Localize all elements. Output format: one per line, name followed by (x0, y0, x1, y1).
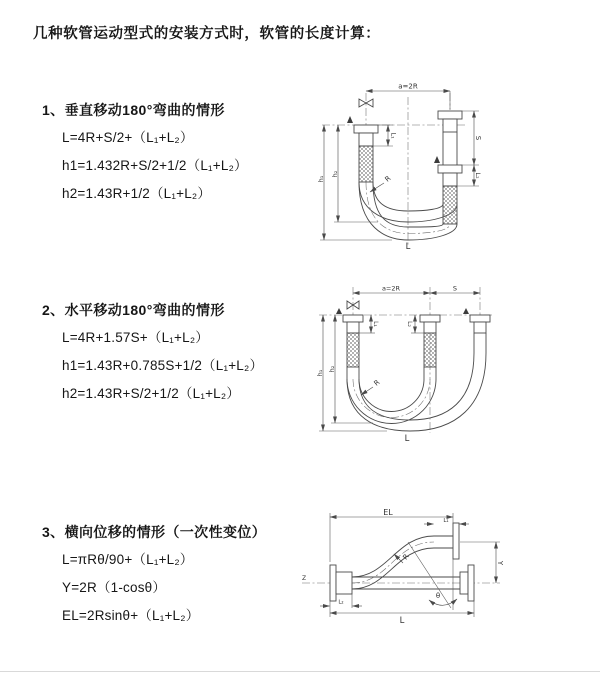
radius-leader-line (361, 387, 373, 395)
formula-length: L=4R+1.57S+（L₁+L₂） (62, 330, 209, 345)
section-2-heading: 2、水平移动180°弯曲的情形 (42, 302, 225, 318)
flange (438, 165, 462, 173)
radius-label: R (372, 378, 382, 388)
union-nut (443, 173, 457, 186)
dim-label-l: L (405, 242, 411, 252)
section-1-heading: 1、垂直移动180°弯曲的情形 (42, 102, 225, 118)
dim-label-l: L (404, 434, 410, 444)
section-vertical-movement (42, 96, 248, 208)
pipe-hub (336, 572, 352, 594)
union-nut (359, 133, 373, 146)
radius-label: R (401, 552, 411, 562)
dim-label-l: L (399, 616, 405, 626)
dim-label-h2: h₂ (331, 170, 339, 178)
braided-hose-section (424, 333, 436, 367)
flange (354, 125, 378, 133)
flange (343, 315, 363, 322)
formula-h2: h2=1.43R+S/2+1/2（L₁+L₂） (62, 386, 241, 401)
movement-arrow-icon (347, 116, 353, 123)
flange-plate (468, 565, 474, 601)
section-3-heading: 3、横向位移的情形（一次性变位） (42, 524, 267, 540)
flange-displaced (438, 111, 462, 119)
flange-plate (330, 565, 336, 601)
diagram-lateral-displacement (300, 508, 505, 628)
braided-hose-section (443, 186, 457, 224)
dim-label-h1: h₁ (316, 369, 324, 377)
braided-hose-section (347, 333, 359, 367)
formula-length: L=πRθ/90+（L₁+L₂） (62, 552, 194, 567)
formula-h1: h1=1.432R+S/2+1/2（L₁+L₂） (62, 158, 248, 173)
formula-el: EL=2Rsinθ+（L₁+L₂） (62, 608, 200, 623)
dim-label-l1: L₁ (389, 132, 398, 139)
dim-label-l2: L₂ (338, 599, 344, 606)
radius-label: R (383, 174, 393, 184)
dim-label-h2: h₂ (328, 365, 336, 373)
union-nut-displaced (474, 322, 486, 333)
dim-label-s: S (452, 284, 458, 293)
movement-arrow-icon (463, 308, 469, 314)
dim-label-l2: L₂ (474, 172, 482, 179)
dim-label-l1: L₁ (372, 321, 379, 327)
dim-label-y: Y (496, 560, 504, 566)
dim-label-l2: L₂ (406, 321, 413, 327)
union-nut (424, 322, 436, 333)
radius-leader-line (370, 183, 384, 192)
dim-label-s: S (474, 135, 482, 141)
braided-hose-section (359, 146, 373, 182)
formula-length: L=4R+S/2+（L₁+L₂） (62, 130, 194, 145)
formula-y: Y=2R（1-cosθ） (62, 580, 167, 595)
diagram-horizontal-180-bend (315, 283, 500, 445)
radius-construction-line (408, 542, 451, 608)
dim-label-el: EL (383, 508, 393, 517)
flange-plate-displaced (453, 523, 459, 559)
diagram-vertical-180-bend (316, 79, 531, 251)
dim-label-h1: h₁ (317, 175, 325, 183)
section-lateral-displacement (42, 518, 266, 630)
page-edge-line (0, 671, 600, 672)
movement-arrow-icon (336, 308, 342, 314)
movement-arrow-icon (434, 156, 440, 163)
formula-h1: h1=1.43R+0.785S+1/2（L₁+L₂） (62, 358, 264, 373)
section-horizontal-movement (42, 296, 263, 408)
hose-upper-wall (352, 536, 434, 577)
angle-label: θ (435, 592, 441, 600)
flange-displaced (470, 315, 490, 322)
dim-label-a2r: a=2R (381, 284, 401, 293)
formula-h2: h2=1.43R+1/2（L₁+L₂） (62, 186, 212, 201)
axis-symbol: Z (302, 575, 307, 582)
pipe-hub (460, 572, 468, 594)
hose-inner-wall-displaced (359, 333, 474, 420)
dim-label-a2r: a=2R (398, 82, 418, 91)
union-nut-displaced (443, 119, 457, 132)
page-title: 几种软管运动型式的安装方式时，软管的长度计算： (33, 26, 381, 42)
flange (420, 315, 440, 322)
union-nut (347, 322, 359, 333)
dim-label-l1: L₁ (443, 518, 449, 524)
